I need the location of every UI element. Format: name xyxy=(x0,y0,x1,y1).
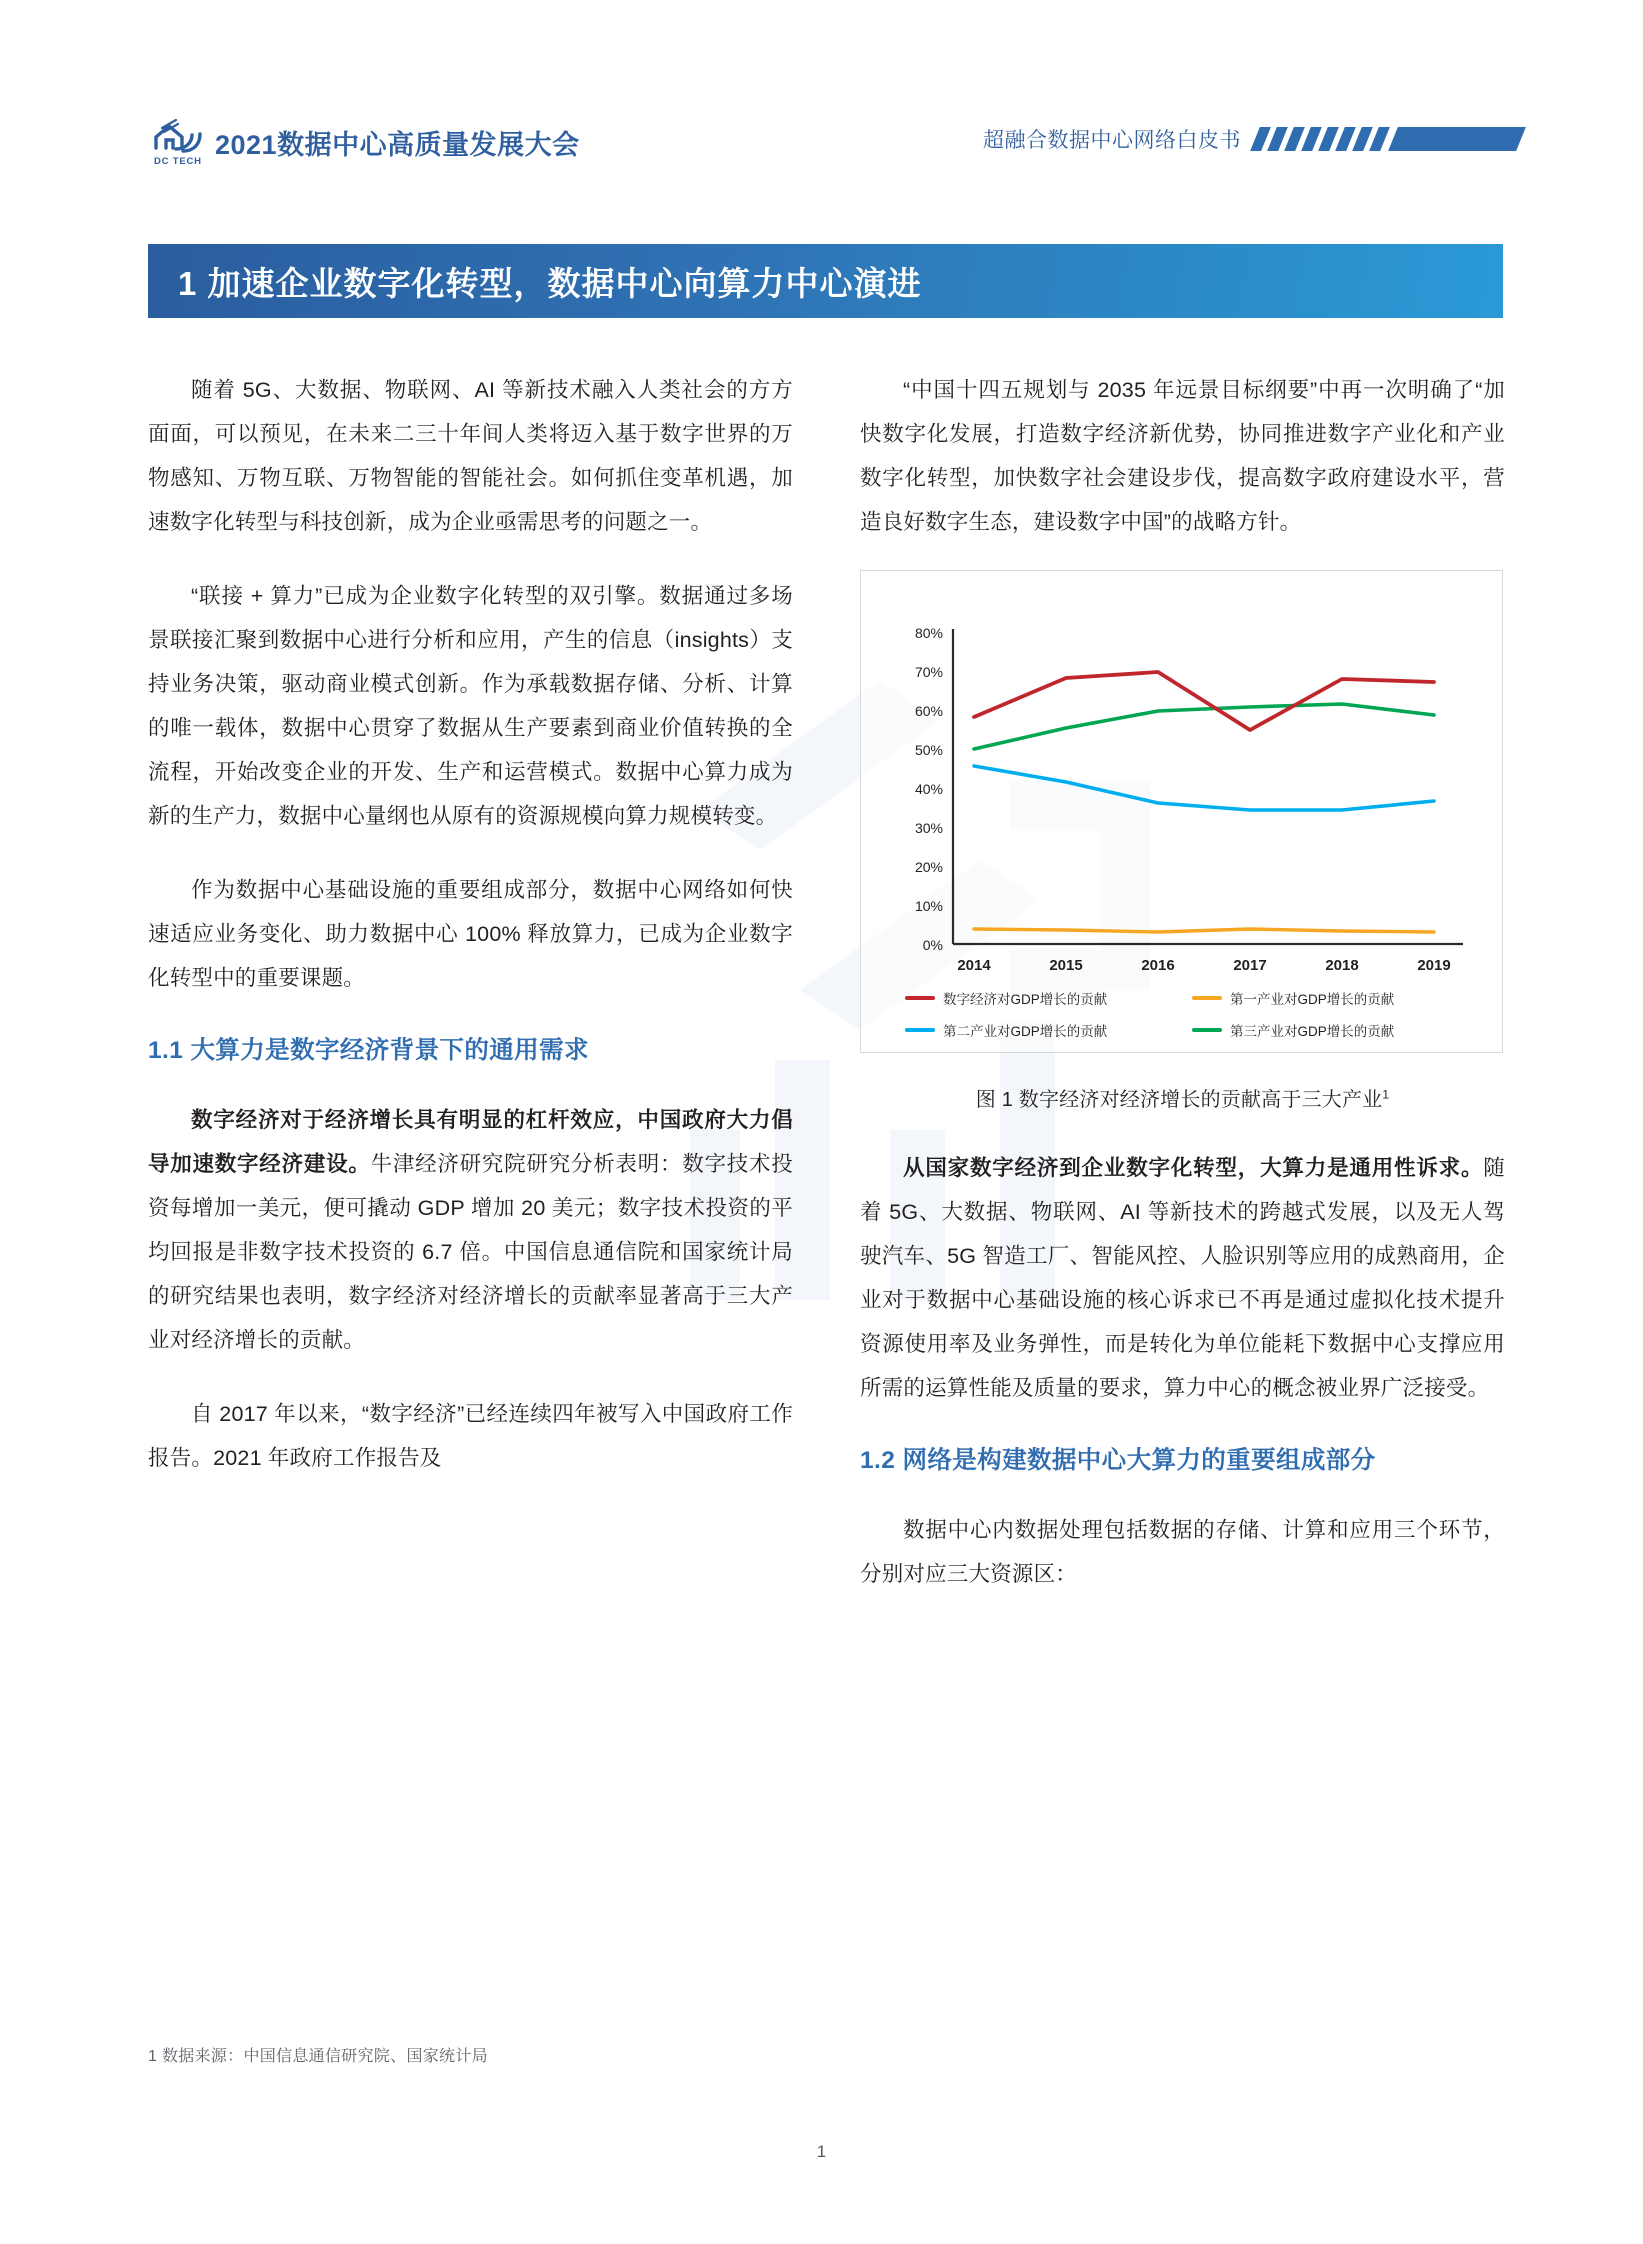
conference-logo xyxy=(152,118,580,166)
legend-item-tertiary-industry xyxy=(1192,1020,1475,1040)
legend-label-tertiary-industry: 第三产业对GDP增长的贡献 xyxy=(1230,1024,1395,1039)
legend-label-digital-economy: 数字经济对GDP增长的贡献 xyxy=(943,992,1108,1007)
section-title-banner xyxy=(148,244,1503,318)
paragraph-1-2-a: 数据中心内数据处理包括数据的存储、计算和应用三个环节，分别对应三大资源区： xyxy=(860,1518,1505,1586)
svg-text:50%: 50% xyxy=(914,742,943,758)
svg-text:0%: 0% xyxy=(922,937,943,953)
paragraph-1-1-c-rest: 随着 5G、大数据、物联网、AI 等新技术的跨越式发展，以及无人驾驶汽车、5G 智造工厂、智能风控、人脸识别等应用的成熟商用，企业对于数据中心基础设施的核心诉求已不再是通过虚拟化技术提升资源使用率及业务弹性，而是转化为单位能耗下数据中心支撑应用所需的运算性能及质量的要求，算力中心的概念被业界广泛接受。 xyxy=(860,1156,1505,1400)
figure-caption-text: 图 1 数字经济对经济增长的贡献高于三大产业 xyxy=(975,1089,1383,1111)
figure-1 xyxy=(860,570,1505,1112)
paragraph-1-1-a-bold: 数字经济对于经济增长具有明显的杠杆效应，中国政府大力倡导加速数字经济建设。 xyxy=(148,1108,793,1176)
svg-text:2019: 2019 xyxy=(1417,957,1451,974)
page-number: 1 xyxy=(816,2142,827,2161)
header-document-title-group xyxy=(983,124,1521,154)
legend-item-primary-industry xyxy=(1192,988,1475,1008)
paragraph-intro-2: “联接 + 算力”已成为企业数字化转型的双引擎。数据通过多场景联接汇聚到数据中心进行分析和应用，产生的信息（insights）支持业务决策，驱动商业模式创新。作为承载数据存储、分析、计算的唯一载体，数据中心贯穿了数据从生产要素到商业价值转换的全流程，开始改变企业的开发、生产和运营模式。数据中心算力成为新的生产力，数据中心量纲也从原有的资源规模向算力规模转变。 xyxy=(148,584,793,828)
svg-text:10%: 10% xyxy=(914,898,943,914)
chart-container xyxy=(860,570,1503,1053)
svg-text:2014: 2014 xyxy=(957,957,991,974)
paragraph-intro-3: 作为数据中心基础设施的重要组成部分，数据中心网络如何快速适应业务变化、助力数据中心 100% 释放算力，已成为企业数字化转型中的重要课题。 xyxy=(148,878,793,990)
paragraph-1-1-b: 自 2017 年以来，“数字经济”已经连续四年被写入中国政府工作报告。2021 年政府工作报告及 xyxy=(148,1402,793,1470)
legend-swatch-cyan xyxy=(905,1028,935,1032)
svg-text:40%: 40% xyxy=(914,781,943,797)
legend-item-secondary-industry xyxy=(905,1020,1188,1040)
header-stripes-decoration xyxy=(1255,127,1521,151)
chart-legend xyxy=(905,988,1475,1040)
svg-text:20%: 20% xyxy=(914,859,943,875)
dc-tech-building-icon xyxy=(152,118,204,166)
header-doc-title: 超融合数据中心网络白皮书 xyxy=(983,129,1241,152)
right-column xyxy=(860,368,1505,1626)
logo-title: 2021数据中心高质量发展大会 xyxy=(215,129,580,160)
svg-text:2016: 2016 xyxy=(1141,957,1175,974)
svg-text:60%: 60% xyxy=(914,703,943,719)
legend-swatch-red xyxy=(905,996,935,1000)
left-column xyxy=(148,368,793,1510)
legend-label-secondary-industry: 第二产业对GDP增长的贡献 xyxy=(943,1024,1108,1039)
svg-text:2015: 2015 xyxy=(1049,957,1083,974)
heading-1-2: 1.2 网络是构建数据中心大算力的重要组成部分 xyxy=(860,1447,1376,1474)
legend-swatch-orange xyxy=(1192,996,1222,1000)
figure-caption xyxy=(860,1083,1505,1112)
legend-label-primary-industry: 第一产业对GDP增长的贡献 xyxy=(1230,992,1395,1007)
figure-caption-footnote-marker: 1 xyxy=(1382,1087,1390,1102)
paragraph-1-1-a-rest: 牛津经济研究院研究分析表明：数字技术投资每增加一美元，便可撬动 GDP 增加 20 美元；数字技术投资的平均回报是非数字技术投资的 6.7 倍。中国信息通信院和国家统计局的研究结果也表明，数字经济对经济增长的贡献率显著高于三大产业对经济增长的贡献。 xyxy=(148,1152,793,1352)
page-header xyxy=(0,118,1643,184)
heading-1-1: 1.1 大算力是数字经济背景下的通用需求 xyxy=(148,1037,589,1064)
paragraph-intro-1: 随着 5G、大数据、物联网、AI 等新技术融入人类社会的方方面面，可以预见，在未来二三十年间人类将迈入基于数字世界的万物感知、万物互联、万物智能的智能社会。如何抓住变革机遇，加速数字化转型与科技创新，成为企业亟需思考的问题之一。 xyxy=(148,378,793,534)
paragraph-policy: “中国十四五规划与 2035 年远景目标纲要”中再一次明确了“加快数字化发展，打造数字经济新优势，协同推进数字产业化和产业数字化转型，加快数字社会建设步伐，提高数字政府建设水平，营造良好数字生态，建设数字中国”的战略方针。 xyxy=(860,378,1505,534)
svg-text:70%: 70% xyxy=(914,664,943,680)
svg-text:80%: 80% xyxy=(914,625,943,641)
legend-item-digital-economy xyxy=(905,988,1188,1008)
line-chart xyxy=(861,571,1502,1052)
svg-text:2017: 2017 xyxy=(1233,957,1267,974)
svg-text:2018: 2018 xyxy=(1325,957,1359,974)
paragraph-1-1-c-bold: 从国家数字经济到企业数字化转型，大算力是通用性诉求。 xyxy=(903,1156,1484,1180)
svg-text:30%: 30% xyxy=(914,820,943,836)
paragraph-1-1-c xyxy=(860,1146,1505,1410)
paragraph-1-1-a xyxy=(148,1098,793,1362)
logo-subtext: DC TECH xyxy=(154,156,202,167)
legend-swatch-green xyxy=(1192,1028,1222,1032)
section-title-text: 1 加速企业数字化转型，数据中心向算力中心演进 xyxy=(178,264,922,302)
footnote: 1 数据来源：中国信息通信研究院、国家统计局 xyxy=(148,2048,488,2065)
